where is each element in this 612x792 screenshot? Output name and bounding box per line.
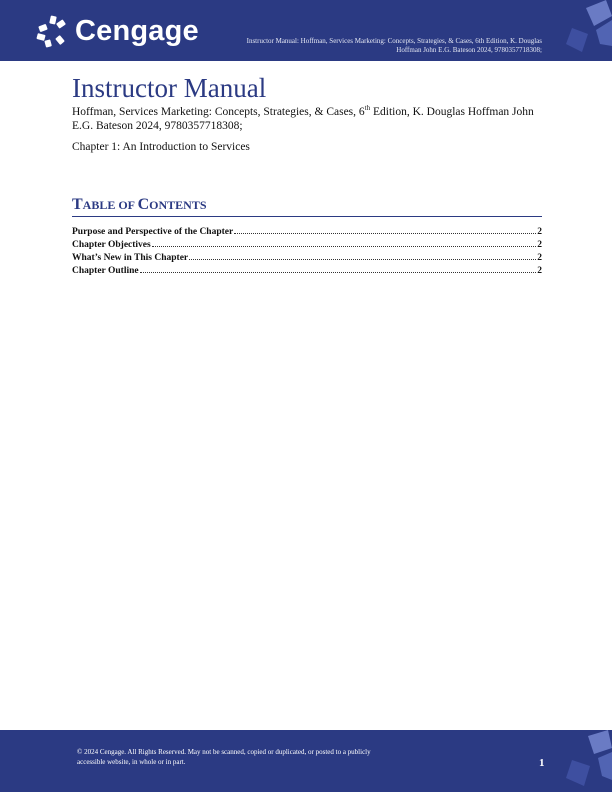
page-header [0,0,612,61]
logo-text: Cengage [75,15,199,47]
book-citation-part2: Edition, K. Douglas Hoffman John E.G. Bateson 2024, 9780357718308; [72,106,534,132]
toc-leader-dots [189,258,536,260]
toc-entry-title[interactable]: Chapter Objectives [72,240,151,251]
toc-entry[interactable] [72,265,542,278]
toc-leader-dots [152,245,537,247]
toc-heading-rest1: ABLE OF [82,198,138,212]
page-title: Instructor Manual [72,73,267,103]
toc-heading-initial1: T [72,196,83,213]
chapter-title: Chapter 1: An Introduction to Services [72,141,250,153]
toc-entry[interactable] [72,252,542,265]
toc-leader-dots [140,271,537,273]
toc-entry-page[interactable]: 2 [537,253,542,264]
header-decoration-icon [566,0,612,61]
edition-superscript: th [364,104,371,113]
toc-entry-title[interactable]: What’s New in This Chapter [72,253,189,264]
header-citation-line1: Instructor Manual: Hoffman, Services Marketing: Concepts, Strategies, & Cases, 6th Edition, K. Douglas [246,37,542,45]
page-footer [0,730,612,792]
copyright-line1: © 2024 Cengage. All Rights Reserved. May not be scanned, copied or duplicated, or posted to a publicly [77,748,371,756]
toc-entry[interactable] [72,239,542,252]
toc-entry-page[interactable]: 2 [537,266,542,277]
toc-heading-initial2: C [137,196,150,213]
book-citation [72,105,542,133]
toc-entry-page[interactable]: 2 [537,227,542,237]
book-citation-part1: Hoffman, Services Marketing: Concepts, Strategies, & Cases, 6 [72,106,365,118]
cengage-logo [36,14,199,48]
header-citation-line2: Hoffman John E.G. Bateson 2024, 9780357718308; [396,46,542,54]
copyright-line2: accessible website, in whole or in part. [77,758,186,766]
toc-entry[interactable] [72,226,542,239]
toc-list [72,226,542,278]
footer-decoration-icon [562,730,612,792]
toc-entry-title[interactable]: Chapter Outline [72,266,139,277]
page-number: 1 [539,757,545,769]
cengage-logo-icon [36,14,70,48]
toc-entry-title[interactable]: Purpose and Perspective of the Chapter [72,227,234,237]
copyright-notice [77,747,427,767]
toc-leader-dots [234,232,536,234]
toc-entry-page[interactable]: 2 [537,240,542,251]
header-citation [182,37,542,55]
toc-heading-rest2: ONTENTS [149,198,207,212]
toc-heading [72,196,542,217]
